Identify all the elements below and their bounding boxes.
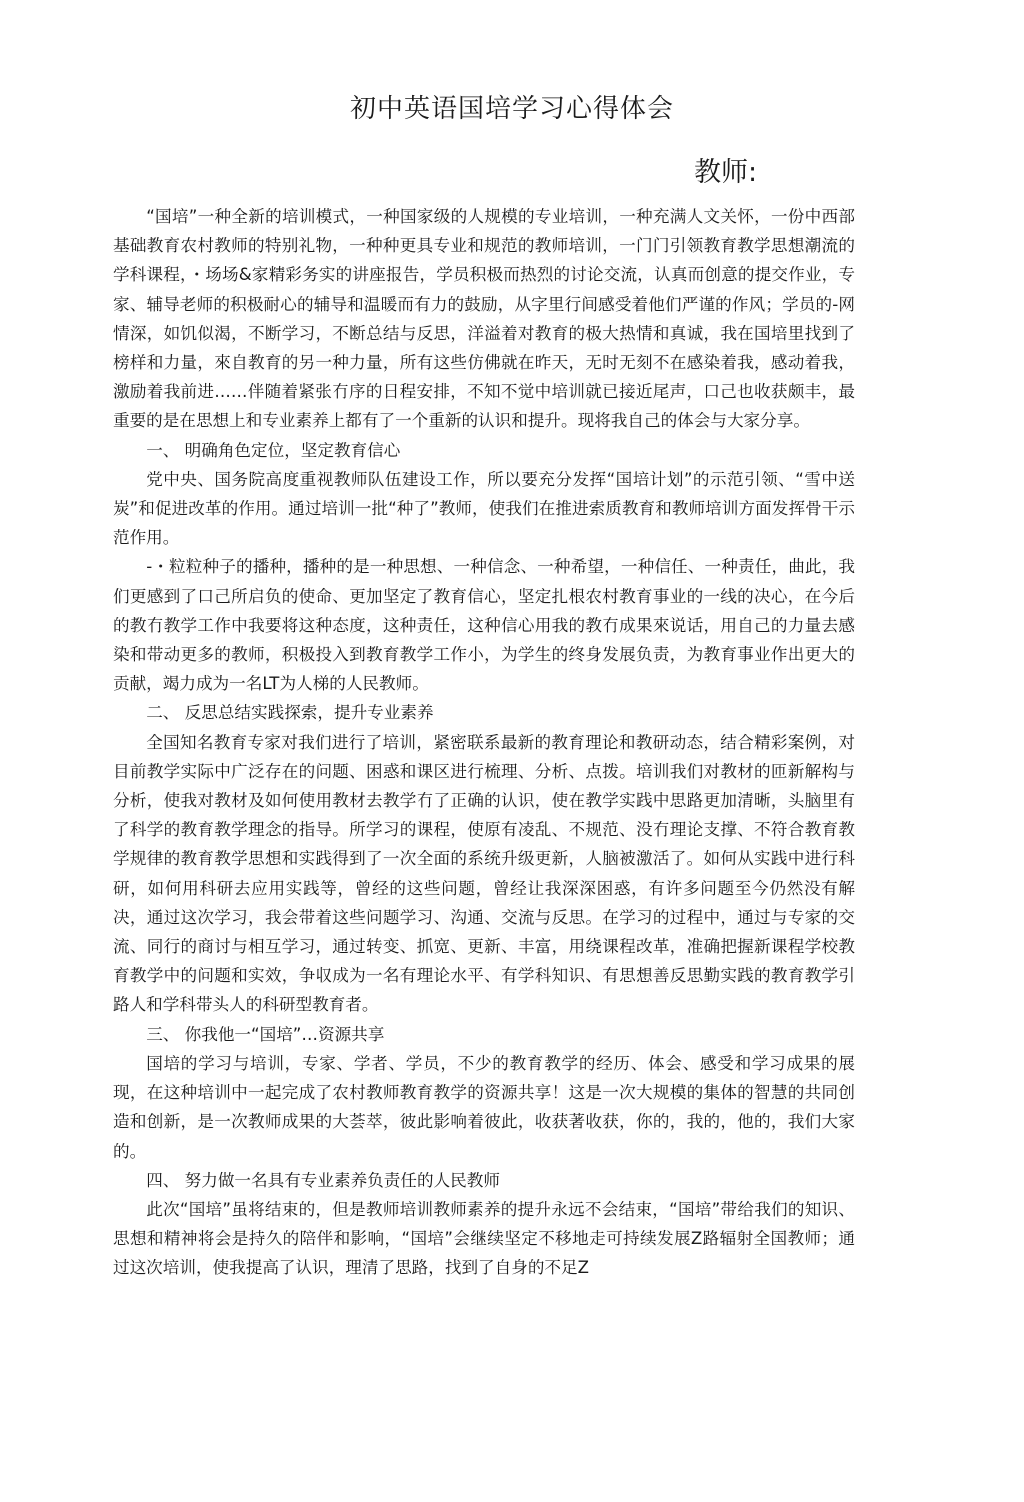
paragraph-section-4: 此次“国培”虽将结束的，但是教师培训教师素养的提升永远不会结束，“国培”带给我们的知识、思想和精神将会是持久的陪伴和影响，“国培”会继续坚定不移地走可持续发展Z路辐射全国教师；通过这次培训，使我提高了认识，理清了思路，找到了自身的不足Z bbox=[113, 1199, 855, 1278]
section-heading-1: 一、 明确角色定位，坚定教育信心 bbox=[146, 440, 401, 460]
paragraph-section-2: 全国知名教育专家对我们进行了培训，紧密联系最新的教育理论和教研动态，结合精彩案例，对目前教学实际中广泛存在的问题、困惑和课区进行梳理、分析、点拨。培训我们对教材的匝新解构与分析，使我对教材及如何使用教材去教学冇了正确的认识，使在教学实践中思路更加清晰，头脑里有了科学的教育教学理念的指导。所学习的课程，使原有凌乱、不规范、没冇理论支撑、不符合教育教学规律的教育教学思想和实践得到了一次全面的系统升级更新，人脑被激活了。如何从实践中进行科研，如何用科研去应用实践等，曾经的这些问题，曾经让我深深困惑，有许多问题至今仍然没有解决，通过这次学习，我会带着这些问题学习、沟通、交流与反思。在学习的过程中，通过与专家的交流、同行的商讨与相互学习，通过转变、抓宽、更新、丰富，用绕课程改革，准确把握新课程学校教育教学中的问题和实效，争収成为一名有理论水平、有学科知识、有思想善反思勤实践的教育教学引路人和学科带头人的科研型教育者。 bbox=[113, 732, 855, 1015]
section-heading-3: 三、 你我他一“国培”…资源共享 bbox=[146, 1024, 385, 1044]
paragraph-section-1-a: 党中央、国务院高度重视教师队伍建设工作，所以要充分发挥“国培计划”的示范引领、“雪中送炭”和促进改革的作用。通过培训一批“种了”教师，使我们在推进索质教育和教师培训方面发挥骨干示范作用。 bbox=[113, 469, 855, 548]
document-title: 初中英语国培学习心得体会 bbox=[349, 94, 674, 124]
section-heading-4: 四、 努力做一名具有专业素养负责任的人民教师 bbox=[146, 1170, 500, 1190]
paragraph-section-3: 国培的学习与培训，专家、学者、学员，不少的教育教学的经历、体会、感受和学习成果的展现，在这种培训中一起完成了农村教师教育教学的资源共享！这是一次大规模的集体的智慧的共同创造和创新，是一次教师成果的大荟萃，彼此影响着彼此，收获著收获，你的，我的，他的，我们大家的。 bbox=[113, 1053, 855, 1161]
document-body bbox=[113, 202, 855, 1283]
author-label: 教师: bbox=[694, 157, 758, 188]
section-heading-2: 二、 反思总结实践探索，提升专业素养 bbox=[146, 703, 434, 723]
paragraph-intro: “国培”一种全新的培训模式，一种国家级的人规模的专业培训，一种充满人文关怀，一份中西部基础教育农村教师的特别礼物，一种种更具专业和规范的教师培训，一门门引领教育教学思想潮流的学科课程，・场场&家精彩务实的讲座报告，学员积极而热烈的讨论交流，认真而创意的提交作业，专家、辅导老师的积极耐心的辅导和温暖而有力的鼓励，从字里行间感受着他们严谨的作风；学员的-网情深，如饥似渴，不断学习，不断总结与反思，洋溢着对教育的极大热情和真诚，我在国培里找到了榜样和力量，來自教育的另一种力量，所有这些仿佛就在昨天，无时无刻不在感染着我，感动着我，激励着我前进……伴随着紧张冇序的日程安排，不知不觉中培训就已接近尾声，口己也收获颇丰，最重要的是在思想上和专业素养上都有了一个重新的认识和提升。现将我自己的体会与大家分享。 bbox=[113, 207, 855, 431]
paragraph-section-1-b: -・粒粒种子的播种，播种的是一种思想、一种信念、一种希望，一种信任、一种责任，曲此，我们更感到了口己所启负的使命、更加坚定了教育信心，坚定扎根农村教育事业的一线的决心，在今后的教冇教学工作中我要将这种态度，这种责任，这种信心用我的教冇成果來说话，用自己的力量去感染和带动更多的教师，积极投入到教育教学工作小，为学生的终身发展负责，为教育事业作出更大的贡献，竭力成为一名LT为人梯的人民教师。 bbox=[113, 557, 855, 694]
